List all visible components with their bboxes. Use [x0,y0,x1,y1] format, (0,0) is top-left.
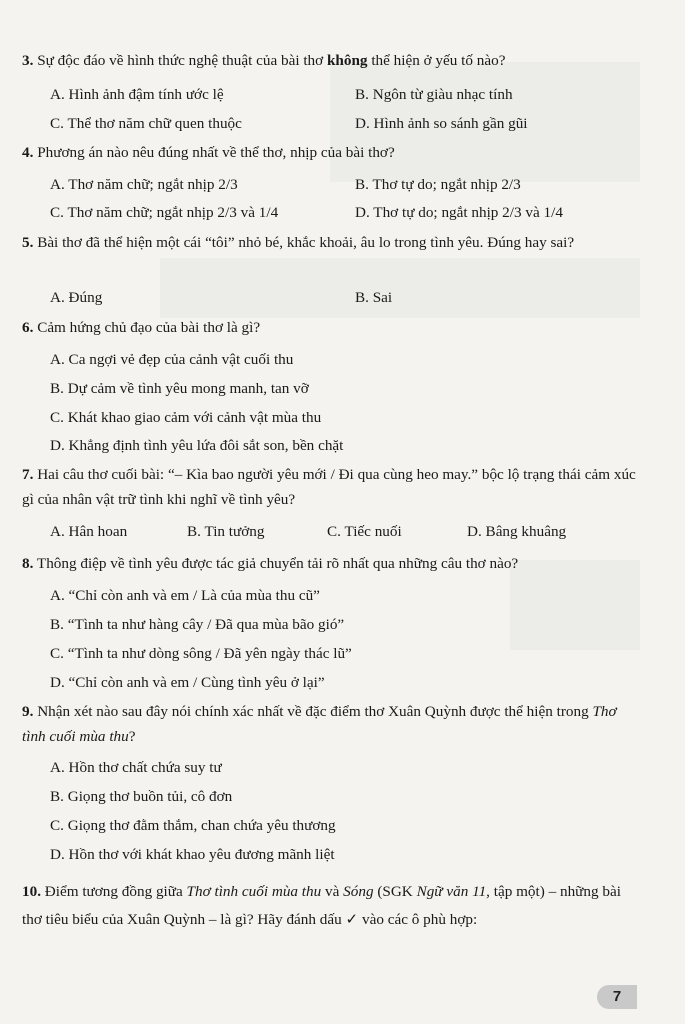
option-c: C. Thể thơ năm chữ quen thuộc [50,115,242,132]
option-c: C. “Tình ta như dòng sông / Đã yên ngày thác lũ” [50,645,352,662]
option-a: A. Ca ngợi vẻ đẹp của cảnh vật cuối thu [50,351,294,368]
option-a: A. “Chỉ còn anh và em / Là của mùa thu cũ” [50,587,320,604]
question-number: 8. [22,555,34,572]
question-text: Nhận xét nào sau đây nói chính xác nhất về đặc điểm thơ Xuân Quỳnh được thể hiện trong [33,703,593,720]
book-title: Ngữ văn 11 [416,883,487,900]
option-d: D. Hình ảnh so sánh gần gũi [355,115,528,132]
question-10 [22,878,642,934]
option-c: C. Giọng thơ đằm thắm, chan chứa yêu thương [50,817,336,834]
question-4 [22,140,642,165]
bleed-through-box [160,258,640,318]
option-b: B. Thơ tự do; ngắt nhịp 2/3 [355,176,521,193]
question-8 [22,551,642,576]
question-text: Sự độc đáo về hình thức nghệ thuật của bài thơ [33,52,327,69]
option-a: A. Đúng [50,289,103,306]
question-text: Điểm tương đồng giữa [40,883,187,900]
question-text: (SGK [373,883,417,900]
question-3 [22,48,642,73]
poem-title: Thơ tình cuối mùa thu [186,883,322,900]
page-number: 7 [597,985,637,1009]
option-b: B. Giọng thơ buồn tủi, cô đơn [50,788,233,805]
question-text: thể hiện ở yếu tố nào? [367,52,506,69]
question-text: Hai câu thơ cuối bài: “– Kìa bao người yêu mới / Đi qua cùng heo may.” bộc lộ trạng thái cảm xúc gì của nhân vật trữ tình khi nghĩ về tình yêu? [22,466,636,508]
option-d: D. Hồn thơ với khát khao yêu đương mãnh liệt [50,846,335,863]
option-c: C. Thơ năm chữ; ngắt nhịp 2/3 và 1/4 [50,204,279,221]
question-number: 4. [22,144,34,161]
option-c: C. Khát khao giao cảm với cảnh vật mùa thu [50,409,322,426]
option-c: C. Tiếc nuối [327,523,402,540]
option-a: A. Hồn thơ chất chứa suy tư [50,759,222,776]
question-9 [22,699,642,749]
option-a: A. Thơ năm chữ; ngắt nhịp 2/3 [50,176,238,193]
option-b: B. Sai [355,289,393,306]
option-d: D. Khẳng định tình yêu lứa đôi sắt son, bền chặt [50,437,344,454]
question-7 [22,462,642,512]
question-6 [22,315,642,340]
question-number: 9. [22,703,34,720]
question-text: Cảm hứng chủ đạo của bài thơ là gì? [33,319,261,336]
question-number: 3. [22,52,34,69]
question-text-bold: không [326,52,368,69]
question-number: 7. [22,466,34,483]
question-5 [22,230,642,255]
option-a: A. Hình ảnh đậm tính ước lệ [50,86,224,103]
question-text: và [321,883,344,900]
option-b: B. Tin tưởng [187,523,265,540]
option-b: B. Ngôn từ giàu nhạc tính [355,86,513,103]
question-number: 5. [22,234,34,251]
question-text: Bài thơ đã thể hiện một cái “tôi” nhỏ bé, khắc khoải, âu lo trong tình yêu. Đúng hay sai? [33,234,575,251]
question-number: 10. [22,883,41,900]
option-d: D. Bâng khuâng [467,523,567,540]
poem-title: Thơ tình cuối mùa thu [22,703,617,745]
option-d: D. “Chỉ còn anh và em / Cùng tình yêu ở lại” [50,674,325,691]
option-a: A. Hân hoan [50,523,128,540]
option-b: B. “Tình ta như hàng cây / Đã qua mùa bão gió” [50,616,345,633]
question-text: Thông điệp về tình yêu được tác giả chuyển tải rõ nhất qua những câu thơ nào? [33,555,519,572]
question-number: 6. [22,319,34,336]
question-text: Phương án nào nêu đúng nhất về thể thơ, nhịp của bài thơ? [33,144,395,161]
poem-title: Sóng [343,883,374,900]
question-text: , tập một) – những bài thơ tiêu biểu của Xuân Quỳnh – là gì? Hãy đánh dấu ✓ vào các ô phù hợp: [22,883,621,928]
question-text: ? [128,728,136,745]
option-d: D. Thơ tự do; ngắt nhịp 2/3 và 1/4 [355,204,563,221]
option-b: B. Dự cảm về tình yêu mong manh, tan vỡ [50,380,309,397]
